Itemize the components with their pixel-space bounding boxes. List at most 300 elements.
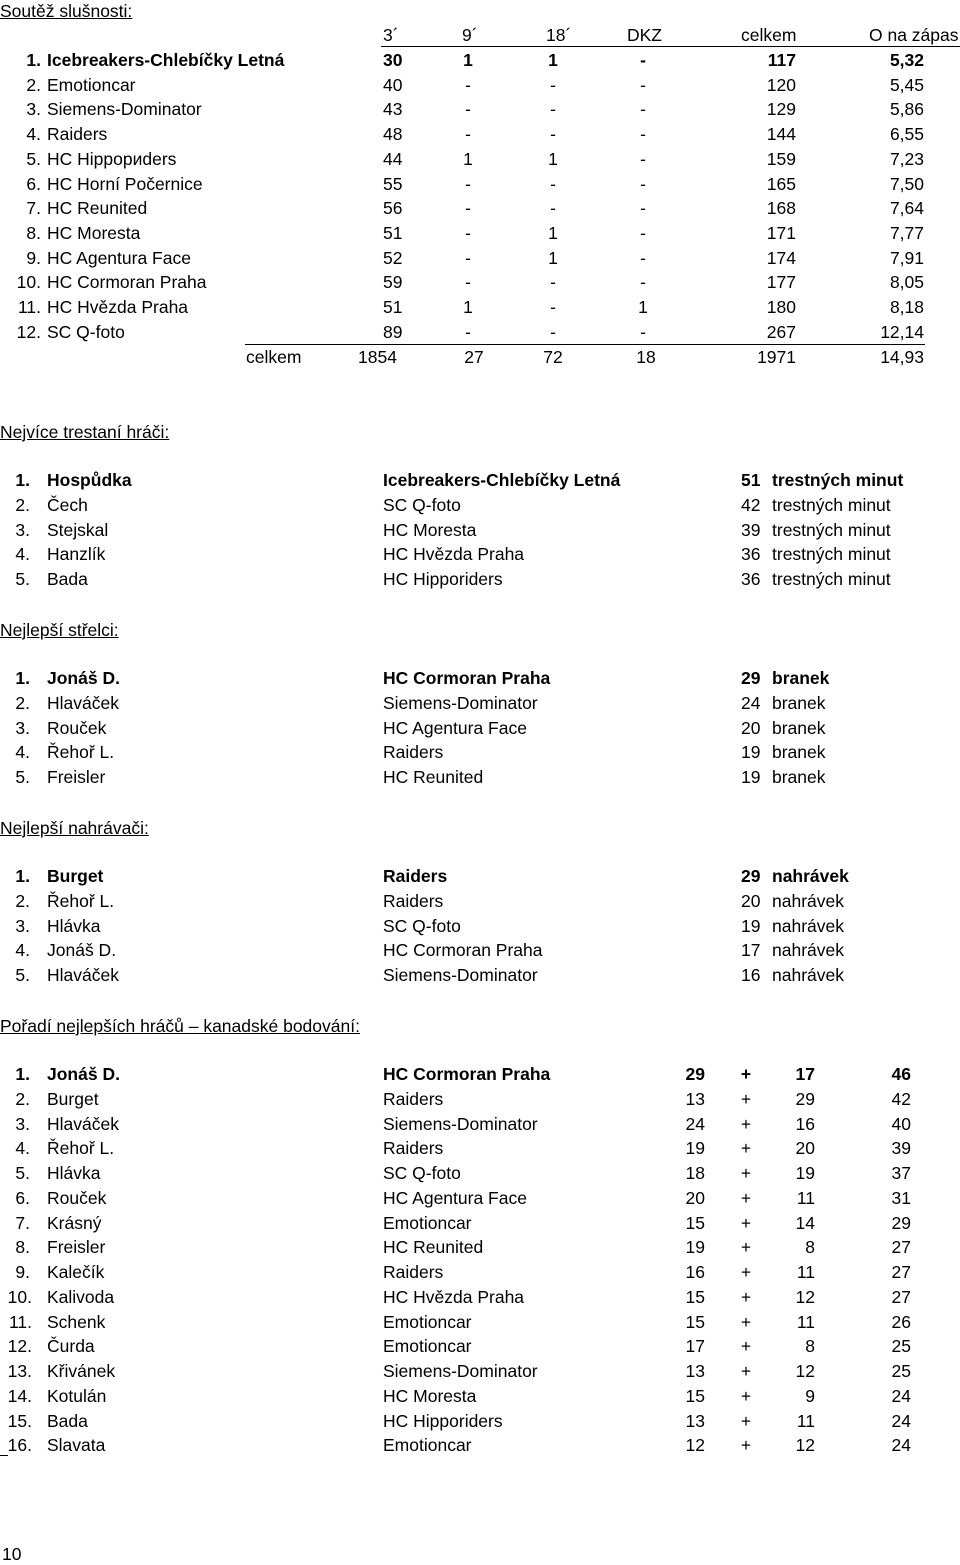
canadian-rank: 12. [7,1336,32,1356]
fairplay-team: HC Hippoриders [47,149,177,169]
canadian-goals: 15 [685,1287,705,1307]
assists-unit: nahrávek [772,940,844,960]
canadian-assists: 11 [796,1262,815,1282]
fairplay-m18: - [550,99,556,119]
fairplay-dkz: - [640,248,646,268]
penalized-team: HC Hvězda Praha [383,544,525,564]
fairplay-m9: 1 [463,50,473,70]
assists-value: 16 [741,965,761,985]
fairplay-m18: 1 [548,248,558,268]
canadian-points: 24 [891,1411,911,1431]
page-number: 10 [2,1544,22,1564]
assists-team: Raiders [383,891,444,911]
fairplay-rank: 8. [26,223,41,243]
fairplay-m3: 48 [383,124,403,144]
canadian-goals: 15 [685,1213,705,1233]
scorers-unit: branek [772,742,826,762]
penalized-team: Icebreakers-Chlebíčky Letná [383,470,621,490]
canadian-player: Hlávka [47,1163,101,1183]
fairplay-dkz: - [640,322,646,342]
canadian-plus: + [740,1188,752,1208]
canadian-plus: + [740,1411,752,1431]
canadian-player: Hlaváček [47,1114,119,1134]
canadian-plus: + [740,1312,752,1332]
scorers-value: 24 [741,693,761,713]
assists-team: SC Q-foto [383,916,461,936]
canadian-rank: 15. [7,1411,32,1431]
fairplay-m18: - [550,198,556,218]
canadian-points: 27 [891,1262,911,1282]
canadian-plus: + [740,1237,752,1257]
assists-team: Siemens-Dominator [383,965,538,985]
canadian-plus: + [740,1262,752,1282]
canadian-assists: 12 [795,1435,815,1455]
canadian-team: Siemens-Dominator [383,1361,538,1381]
fairplay-total: 120 [766,75,796,95]
fairplay-m3: 56 [383,198,403,218]
penalized-team: HC Hipporiders [383,569,503,589]
fairplay-avg: 6,55 [889,124,924,144]
fairplay-avg: 7,64 [889,198,924,218]
canadian-rank: 13. [7,1361,32,1381]
fairplay-m3: 51 [383,297,403,317]
canadian-assists: 19 [795,1163,815,1183]
assists-value: 20 [741,891,761,911]
canadian-team: Emotioncar [383,1213,472,1233]
canadian-plus: + [740,1064,752,1084]
fairplay-m18: 1 [548,149,558,169]
fairplay-summary-label: celkem [246,347,302,367]
fairplay-m18: - [550,272,556,292]
fairplay-m3: 52 [383,248,403,268]
penalized-unit: trestných minut [772,495,891,515]
fairplay-m18: - [550,297,556,317]
penalized-unit: trestných minut [772,470,904,490]
canadian-plus: + [740,1114,752,1134]
canadian-goals: 20 [685,1188,705,1208]
canadian-points: 42 [891,1089,911,1109]
fairplay-total: 174 [766,248,796,268]
canadian-points: 40 [891,1114,911,1134]
canadian-assists: 11 [796,1188,815,1208]
canadian-rank: 14. [7,1386,32,1406]
assists-team: HC Cormoran Praha [383,940,543,960]
fairplay-m18: - [550,124,556,144]
fairplay-rank: 9. [26,248,41,268]
canadian-plus: + [740,1138,752,1158]
penalized-rank: 4. [15,544,30,564]
penalized-rank: 5. [15,569,30,589]
canadian-points: 31 [891,1188,911,1208]
fairplay-m18: - [550,174,556,194]
canadian-goals: 19 [685,1237,705,1257]
assists-rank: 5. [15,965,30,985]
canadian-team: HC Moresta [383,1386,477,1406]
assists-value: 19 [741,916,761,936]
canadian-goals: 17 [685,1336,705,1356]
fairplay-m18: - [550,75,556,95]
canadian-goals: 29 [685,1064,705,1084]
assists-unit: nahrávek [772,916,844,936]
canadian-goals: 13 [685,1089,705,1109]
scorers-team: Raiders [383,742,444,762]
canadian-plus: + [740,1361,752,1381]
canadian-rank: 7. [15,1213,30,1233]
fairplay-m9: 1 [463,297,473,317]
fairplay-rank: 2. [26,75,41,95]
penalized-rank: 3. [15,520,30,540]
header-underline [381,46,960,47]
canadian-points: 24 [891,1435,911,1455]
scorers-player: Jonáš D. [47,668,120,688]
canadian-team: Emotioncar [383,1336,472,1356]
penalized-player: Stejskal [47,520,109,540]
canadian-assists: 29 [795,1089,815,1109]
fairplay-m3: 59 [383,272,403,292]
scorers-player: Řehoř L. [47,742,115,762]
fairplay-team: Raiders [47,124,108,144]
fairplay-rank: 10. [16,272,41,292]
fairplay-avg: 8,05 [889,272,924,292]
fairplay-m9: 1 [463,149,473,169]
fairplay-m9: - [465,322,471,342]
fairplay-team: HC Reunited [47,198,148,218]
fairplay-rank: 6. [26,174,41,194]
fairplay-total: 159 [766,149,796,169]
fairplay-m9: - [465,124,471,144]
penalized-value: 36 [741,544,761,564]
canadian-plus: + [740,1163,752,1183]
canadian-team: Emotioncar [383,1312,472,1332]
penalized-unit: trestných minut [772,544,891,564]
canadian-rank: 3. [15,1114,30,1134]
fairplay-total: 117 [767,50,796,70]
penalized-player: Čech [47,495,88,515]
canadian-plus: + [740,1386,752,1406]
assists-value: 17 [741,940,761,960]
fairplay-avg: 7,50 [889,174,924,194]
fairplay-m3: 44 [383,149,403,169]
canadian-points: 29 [891,1213,911,1233]
scorers-team: HC Agentura Face [383,718,527,738]
penalized-unit: trestných minut [772,520,891,540]
fairplay-m3: 40 [383,75,403,95]
canadian-player: Bada [47,1411,88,1431]
canadian-team: HC Reunited [383,1237,484,1257]
fairplay-m9: - [465,248,471,268]
canadian-plus: + [740,1089,752,1109]
canadian-assists: 12 [795,1287,815,1307]
canadian-rank: 5. [15,1163,30,1183]
fairplay-team: HC Hvězda Praha [47,297,189,317]
canadian-rank: 9. [15,1262,30,1282]
canadian-heading: Pořadí nejlepších hráčů – kanadské bodování: [0,1016,360,1036]
fairplay-summary-m3: 1854 [358,347,397,367]
fairplay-total: 267 [766,322,796,342]
fairplay-rank: 7. [26,198,41,218]
fairplay-total: 177 [766,272,796,292]
fairplay-m9: - [465,272,471,292]
canadian-rank: 1. [15,1064,30,1084]
canadian-team: HC Hipporiders [383,1411,503,1431]
assists-heading: Nejlepší nahrávači: [0,818,149,838]
scorers-team: Siemens-Dominator [383,693,538,713]
scorers-rank: 1. [15,668,30,688]
scorers-player: Freisler [47,767,106,787]
fairplay-m3: 89 [383,322,403,342]
fairplay-dkz: - [640,99,646,119]
assists-unit: nahrávek [772,965,844,985]
fairplay-team: SC Q-foto [47,322,125,342]
canadian-assists: 14 [795,1213,815,1233]
canadian-player: Burget [47,1089,99,1109]
canadian-points: 26 [891,1312,911,1332]
canadian-player: Slavata [47,1435,106,1455]
fairplay-avg: 7,77 [889,223,924,243]
canadian-assists: 8 [805,1237,815,1257]
canadian-player: Schenk [47,1312,106,1332]
penalized-heading: Nejvíce trestaní hráči: [0,422,170,442]
assists-player: Řehoř L. [47,891,115,911]
canadian-player: Řehoř L. [47,1138,115,1158]
fairplay-team: Icebreakers-Chlebíčky Letná [47,50,285,70]
canadian-points: 46 [891,1064,911,1084]
fairplay-team: Emotioncar [47,75,136,95]
fairplay-col-header: 9´ [462,25,478,45]
penalized-value: 36 [741,569,761,589]
canadian-assists: 9 [805,1386,815,1406]
canadian-points: 39 [891,1138,911,1158]
fairplay-dkz: - [640,198,646,218]
canadian-assists: 8 [805,1336,815,1356]
canadian-player: Kalivoda [47,1287,115,1307]
fairplay-summary-avg: 14,93 [880,347,924,367]
fairplay-avg: 12,14 [880,322,924,342]
fairplay-rank: 5. [26,149,41,169]
canadian-assists: 12 [795,1361,815,1381]
canadian-points: 37 [891,1163,911,1183]
canadian-points: 27 [891,1287,911,1307]
canadian-plus: + [740,1435,752,1455]
assists-value: 29 [741,866,761,886]
fairplay-dkz: - [640,174,646,194]
canadian-rank: 16. [7,1435,32,1455]
fairplay-total: 180 [766,297,796,317]
fairplay-team: HC Cormoran Praha [47,272,207,292]
fairplay-avg: 5,32 [889,50,924,70]
canadian-assists: 16 [795,1114,815,1134]
canadian-goals: 16 [685,1262,705,1282]
fairplay-m9: - [465,75,471,95]
canadian-plus: + [740,1336,752,1356]
penalized-unit: trestných minut [772,569,891,589]
fairplay-summary-m9: 27 [464,347,484,367]
canadian-team: SC Q-foto [383,1163,461,1183]
fairplay-col-header: celkem [741,25,797,45]
scorers-team: HC Cormoran Praha [383,668,551,688]
fairplay-total: 129 [766,99,796,119]
penalized-team: HC Moresta [383,520,477,540]
scorers-heading: Nejlepší střelci: [0,620,119,640]
fairplay-col-header: DKZ [627,25,662,45]
fairplay-m9: - [465,198,471,218]
fairplay-total: 144 [766,124,796,144]
canadian-goals: 13 [685,1411,705,1431]
scorers-rank: 5. [15,767,30,787]
fairplay-summary-total: 1971 [757,347,796,367]
fairplay-dkz: - [640,75,646,95]
canadian-rank: 6. [15,1188,30,1208]
canadian-team: HC Cormoran Praha [383,1064,551,1084]
canadian-rank: 10. [7,1287,32,1307]
canadian-assists: 20 [795,1138,815,1158]
assists-player: Burget [47,866,104,886]
penalized-team: SC Q-foto [383,495,461,515]
fairplay-avg: 8,18 [889,297,924,317]
fairplay-m9: - [465,223,471,243]
fairplay-m9: - [465,174,471,194]
fairplay-dkz: 1 [638,297,648,317]
scorers-value: 29 [741,668,761,688]
canadian-player: Kotulán [47,1386,107,1406]
scorers-rank: 2. [15,693,30,713]
canadian-assists: 11 [796,1312,815,1332]
assists-unit: nahrávek [772,891,844,911]
fairplay-m3: 55 [383,174,403,194]
scorers-unit: branek [772,767,826,787]
fairplay-m18: - [550,322,556,342]
assists-rank: 3. [15,916,30,936]
canadian-player: Krásný [47,1213,102,1233]
fairplay-col-header: 3´ [383,25,399,45]
canadian-plus: + [740,1213,752,1233]
scorers-value: 19 [741,767,761,787]
canadian-goals: 12 [685,1435,705,1455]
scorers-player: Hlaváček [47,693,119,713]
scorers-unit: branek [772,693,826,713]
fairplay-m9: - [465,99,471,119]
fairplay-rank: 3. [26,99,41,119]
fairplay-rank: 12. [16,322,41,342]
fairplay-dkz: - [640,272,646,292]
canadian-team: Siemens-Dominator [383,1114,538,1134]
canadian-player: Čurda [47,1336,95,1356]
fairplay-dkz: - [640,223,646,243]
canadian-team: Raiders [383,1138,444,1158]
fairplay-avg: 7,91 [889,248,924,268]
scorers-value: 20 [741,718,761,738]
fairplay-dkz: - [640,124,646,144]
assists-team: Raiders [383,866,448,886]
fairplay-rank: 1. [26,50,41,70]
row-marker [0,1455,8,1456]
canadian-goals: 15 [685,1312,705,1332]
fairplay-avg: 5,86 [889,99,924,119]
fairplay-team: Siemens-Dominator [47,99,202,119]
fairplay-m3: 51 [383,223,403,243]
fairplay-total: 171 [766,223,796,243]
scorers-value: 19 [741,742,761,762]
assists-rank: 4. [15,940,30,960]
penalized-player: Bada [47,569,88,589]
canadian-points: 24 [891,1386,911,1406]
scorers-unit: branek [772,718,826,738]
canadian-points: 25 [891,1361,911,1381]
penalized-rank: 2. [15,495,30,515]
canadian-rank: 8. [15,1237,30,1257]
fairplay-team: HC Moresta [47,223,141,243]
canadian-goals: 19 [685,1138,705,1158]
fairplay-total: 168 [766,198,796,218]
canadian-assists: 11 [796,1411,815,1431]
scorers-rank: 3. [15,718,30,738]
canadian-team: Raiders [383,1089,444,1109]
canadian-player: Rouček [47,1188,107,1208]
fairplay-avg: 5,45 [889,75,924,95]
canadian-rank: 11. [8,1312,32,1332]
canadian-player: Křivánek [47,1361,116,1381]
fairplay-col-header: 18´ [546,25,572,45]
canadian-team: HC Hvězda Praha [383,1287,525,1307]
fairplay-summary-m18: 72 [543,347,563,367]
canadian-plus: + [740,1287,752,1307]
canadian-points: 25 [891,1336,911,1356]
fairplay-avg: 7,23 [889,149,924,169]
penalized-rank: 1. [15,470,30,490]
scorers-unit: branek [772,668,830,688]
fairplay-dkz: - [640,149,646,169]
penalized-value: 51 [741,470,761,490]
fairplay-heading: Soutěž slušnosti: [0,1,133,21]
penalized-player: Hanzlík [47,544,106,564]
canadian-assists: 17 [795,1064,815,1084]
assists-player: Jonáš D. [47,940,117,960]
scorers-player: Rouček [47,718,107,738]
fairplay-m3: 43 [383,99,403,119]
assists-player: Hlaváček [47,965,119,985]
canadian-rank: 2. [15,1089,30,1109]
canadian-player: Kalečík [47,1262,105,1282]
canadian-rank: 4. [15,1138,30,1158]
assists-unit: nahrávek [772,866,849,886]
canadian-points: 27 [891,1237,911,1257]
fairplay-m3: 30 [383,50,403,70]
canadian-player: Freisler [47,1237,106,1257]
fairplay-summary-dkz: 18 [636,347,656,367]
fairplay-rank: 11. [17,297,41,317]
fairplay-m18: 1 [548,223,558,243]
canadian-player: Jonáš D. [47,1064,120,1084]
fairplay-total: 165 [766,174,796,194]
fairplay-m18: 1 [548,50,558,70]
penalized-player: Hospůdka [47,470,132,490]
scorers-rank: 4. [15,742,30,762]
summary-line [245,344,925,345]
fairplay-col-header: O na zápas [869,25,959,45]
fairplay-team: HC Agentura Face [47,248,191,268]
penalized-value: 42 [741,495,761,515]
penalized-value: 39 [741,520,761,540]
assists-player: Hlávka [47,916,101,936]
fairplay-dkz: - [640,50,646,70]
canadian-team: Raiders [383,1262,444,1282]
canadian-goals: 18 [685,1163,705,1183]
fairplay-team: HC Horní Počernice [47,174,203,194]
canadian-goals: 24 [685,1114,705,1134]
canadian-team: Emotioncar [383,1435,472,1455]
canadian-goals: 15 [685,1386,705,1406]
assists-rank: 1. [15,866,30,886]
